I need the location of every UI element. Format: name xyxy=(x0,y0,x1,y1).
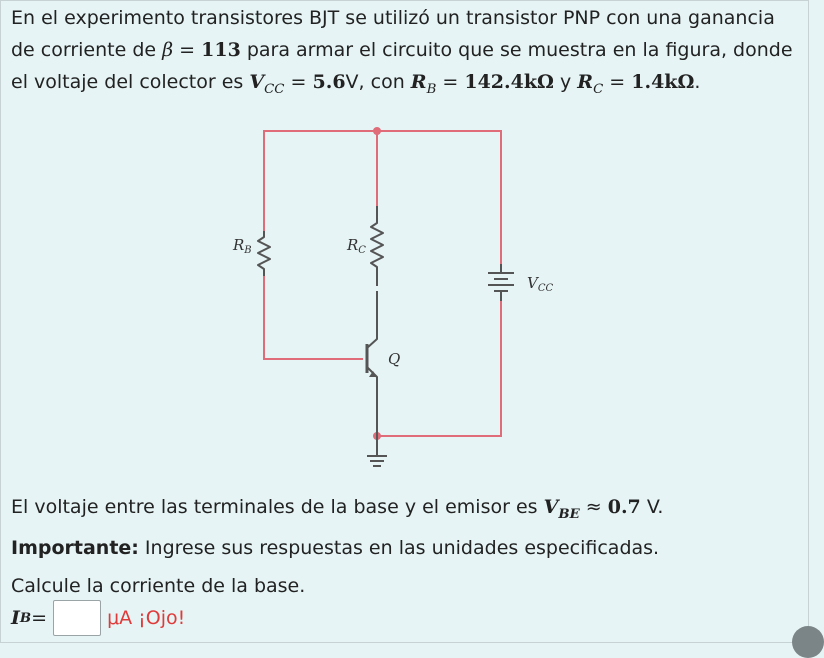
top-wire xyxy=(264,131,501,271)
rb-value: 142.4kΩ xyxy=(464,71,554,93)
emitter-arrow-icon xyxy=(369,371,377,377)
vcc-value: 5.6 xyxy=(312,71,346,93)
answer-input[interactable] xyxy=(53,600,101,636)
question-prompt: Calcule la corriente de la base. xyxy=(11,575,306,597)
problem-text: V, con xyxy=(345,71,411,93)
rb-label: $R_B$ xyxy=(233,236,252,256)
equals-sign: = xyxy=(173,39,202,61)
beta-value: 113 xyxy=(201,39,241,61)
answer-row xyxy=(11,599,185,637)
rc-value: 1.4kΩ xyxy=(631,71,695,93)
equals-sign: = xyxy=(436,71,465,93)
important-label: Importante: xyxy=(11,537,139,559)
vbe-subscript: BE xyxy=(558,506,580,522)
circuit-wires xyxy=(264,131,501,436)
problem-text: para armar el circuito que se muestra en la figura, donde el voltaje del colector es xyxy=(11,39,793,93)
rb-subscript: B xyxy=(426,81,437,97)
ib-symbol: I xyxy=(11,607,20,629)
battery-icon xyxy=(488,264,514,301)
equals-sign: = xyxy=(31,607,48,629)
corner-handle xyxy=(792,626,824,658)
rb-resistor-icon xyxy=(258,231,270,276)
equals-sign: = xyxy=(603,71,632,93)
vbe-statement xyxy=(11,491,663,531)
vcc-subscript: CC xyxy=(264,81,285,97)
problem-text: En el experimento transistores BJT se utilizó un transistor PNP con una ganancia de corriente de xyxy=(11,7,775,61)
top-junction-dot xyxy=(373,127,381,135)
vcc-symbol: V xyxy=(249,71,265,93)
vbe-value: 0.7 xyxy=(607,496,641,518)
problem-statement xyxy=(11,2,801,106)
important-text: Ingrese sus respuestas en las unidades especificadas. xyxy=(138,537,660,559)
vbe-text: El voltaje entre las terminales de la base y el emisor es xyxy=(11,496,544,518)
ib-subscript: B xyxy=(19,610,32,626)
rc-subscript: C xyxy=(593,81,604,97)
equals-sign: = xyxy=(284,71,313,93)
base-wire xyxy=(264,271,363,359)
important-note xyxy=(11,532,659,564)
answer-unit: μA xyxy=(107,607,133,629)
vbe-symbol: V xyxy=(543,496,559,518)
vbe-unit: V. xyxy=(640,496,664,518)
rb-symbol: R xyxy=(410,71,427,93)
rc-symbol: R xyxy=(577,71,594,93)
circuit-diagram xyxy=(226,116,554,471)
collector-lead xyxy=(367,291,377,348)
ground-icon xyxy=(367,456,387,466)
problem-text: y xyxy=(553,71,578,93)
feedback-text: ¡Ojo! xyxy=(138,607,186,629)
approx-sign: ≈ xyxy=(579,496,608,518)
vcc-label: $V_{CC}$ xyxy=(527,274,554,294)
problem-text: . xyxy=(694,71,701,93)
emitter-lead xyxy=(367,367,377,436)
rc-label: $R_C$ xyxy=(347,236,366,256)
beta-symbol: β xyxy=(162,39,174,61)
rc-resistor-icon xyxy=(371,206,383,286)
transistor-label: Q xyxy=(388,350,401,368)
